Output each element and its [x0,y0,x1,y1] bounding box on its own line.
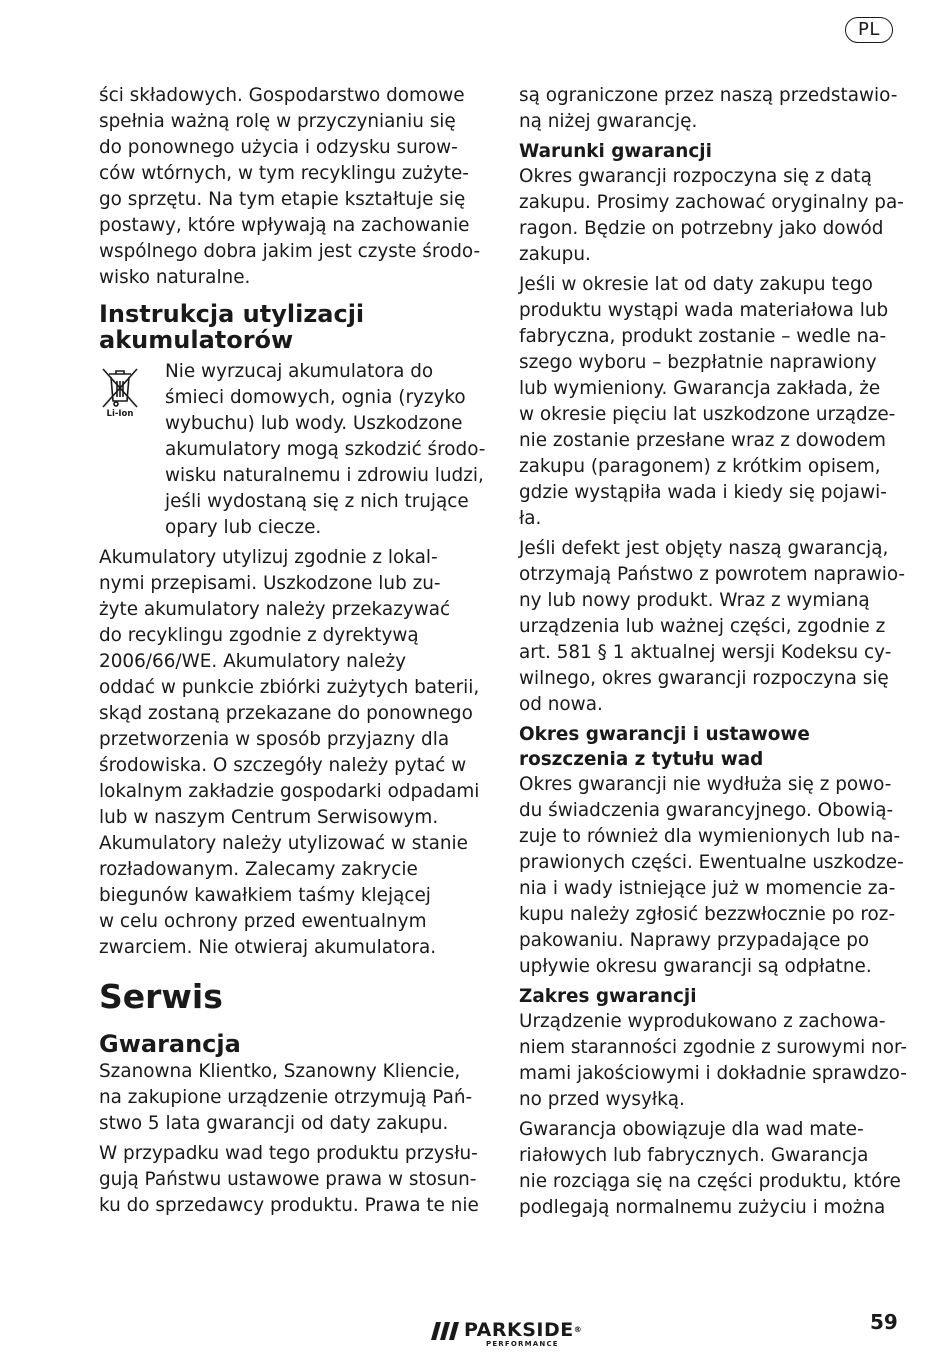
text-line: od nowa. [519,694,603,715]
text-line: ła. [519,508,542,529]
conditions-paragraph-1 [519,164,904,268]
text-line: prawionych części. Ewentualne uszkodze- [519,852,904,873]
text-line: pakowaniu. Naprawy przypadające po [519,930,870,951]
text-line: kupu należy zgłosić bezzwłocznie po roz- [519,904,896,925]
text-line: Akumulatory należy utylizować w stanie [99,833,468,854]
text-line: zakupu (paragonem) z krótkim opisem, [519,456,881,477]
text-line: nie zostanie przesłane wraz z dowodem [519,430,886,451]
logo-stripes-icon [430,1320,460,1344]
text-line: biegunów kawałkiem taśmy klejącej [99,885,431,906]
text-line: akumulatory mogą szkodzić środo- [165,439,486,460]
text-line: gdzie wystąpiła wada i kiedy się pojawi- [519,482,887,503]
battery-note-block [99,359,484,541]
text-line: Urządzenie wyprodukowano z zachowa- [519,1011,886,1032]
text-line: akumulatorów [99,326,294,354]
parkside-logo [430,1318,590,1354]
text-line: nia i wady istniejące już w momencie za- [519,878,896,899]
text-line: Akumulatory utylizuj zgodnie z lokal- [99,547,438,568]
warranty-paragraph-2 [99,1141,484,1219]
intro-paragraph [99,83,484,291]
text-line: zuje to również dla wymienionych lub na- [519,826,901,847]
period-paragraph [519,772,904,980]
text-line: żyte akumulatory należy przekazywać [99,599,451,620]
left-column [99,83,484,1223]
brand-name: PARKSIDE® [464,1319,583,1341]
text-line: mami jakościowymi i dokładnie sprawdzo- [519,1063,907,1084]
text-line: do recyklingu zgodnie z dyrektywą [99,625,419,646]
battery-heading [99,301,484,353]
text-line: nymi przepisami. Uszkodzone lub zu- [99,573,441,594]
text-line: oddać w punkcie zbiórki zużytych baterii, [99,677,480,698]
text-line: do ponownego użycia i odzysku surow- [99,137,458,158]
text-line: środowiska. O szczegóły należy pytać w [99,755,467,776]
text-line: ku do sprzedawcy produktu. Prawa te nie [99,1195,479,1216]
text-line: produktu wystąpi wada materiałowa lub [519,300,889,321]
text-line: spełnia ważną rolę w przyczynianiu się [99,111,456,132]
text-line: nie rozciąga się na części produktu, które [519,1171,901,1192]
warranty-intro-continued [519,83,904,135]
period-title [519,722,904,772]
conditions-title: Warunki gwarancji [519,141,712,162]
text-line: ragon. Będzie on potrzebny jako dowód [519,218,884,239]
text-line: szego wyboru – bezpłatnie naprawiony [519,352,877,373]
text-line: no przed wysyłką. [519,1089,685,1110]
text-line: urządzenia lub ważnej części, zgodnie z [519,616,886,637]
text-line: przetworzenia w sposób przyjazny dla [99,729,450,750]
text-line: riałowych lub fabrycznych. Gwarancja [519,1145,869,1166]
right-column [519,83,907,1225]
language-badge: PL [845,17,893,43]
crossed-out-bin-icon [99,359,165,541]
text-line: ści składowych. Gospodarstwo domowe [99,85,465,106]
text-line: opary lub ciecze. [165,517,322,538]
text-line: fabryczna, produkt zostanie – wedle na- [519,326,887,347]
text-line: wisko naturalne. [99,267,251,288]
text-line: Okres gwarancji rozpoczyna się z datą [519,166,872,187]
text-line: śmieci domowych, ognia (ryzyko [165,387,466,408]
warranty-title: Gwarancja [99,1030,241,1058]
text-line: roszczenia z tytułu wad [519,749,764,770]
text-line: zakupu. [519,244,591,265]
text-line: Jeśli defekt jest objęty naszą gwarancją, [519,538,889,559]
text-line: Okres gwarancji nie wydłuża się z powo- [519,774,892,795]
text-line: są ograniczone przez naszą przedstawio- [519,85,898,106]
text-line: ców wtórnych, w tym recyklingu zużyte- [99,163,469,184]
battery-note-text [165,359,485,541]
text-line: skąd zostaną przekazane do ponownego [99,703,473,724]
scope-paragraph-2 [519,1117,904,1221]
text-line: upływie okresu gwarancji są odpłatne. [519,956,872,977]
text-line: lub w naszym Centrum Serwisowym. [99,807,439,828]
brand-subtitle: PERFORMANCE [486,1340,559,1348]
warranty-paragraph-1 [99,1059,484,1137]
text-line: w okresie pięciu lat uszkodzone urządze- [519,404,896,425]
text-line: podlegają normalnemu zużyciu i można [519,1197,886,1218]
text-line: niem staranności zgodnie z surowymi nor- [519,1037,907,1058]
text-line: go sprzętu. Na tym etapie kształtuje się [99,189,466,210]
text-line: wspólnego dobra jakim jest czyste środo- [99,241,481,262]
text-line: jeśli wydostaną się z nich trujące [165,491,469,512]
scope-paragraph-1 [519,1009,907,1113]
text-line: ną niżej gwarancję. [519,111,698,132]
text-line: Szanowna Klientko, Szanowny Kliencie, [99,1061,461,1082]
conditions-paragraph-3 [519,536,904,718]
conditions-paragraph-2 [519,272,904,532]
text-line: zwarciem. Nie otwieraj akumulatora. [99,937,437,958]
text-line: lokalnym zakładzie gospodarki odpadami [99,781,480,802]
text-line: Gwarancja obowiązuje dla wad mate- [519,1119,864,1140]
text-line: art. 581 § 1 aktualnej wersji Kodeksu cy- [519,642,892,663]
li-ion-label: Li-Ion [106,409,134,417]
text-line: du świadczenia gwarancyjnego. Obowią- [519,800,894,821]
text-line: W przypadku wad tego produktu przysłu- [99,1143,478,1164]
text-line: Instrukcja utylizacji [99,300,365,328]
text-line: na zakupione urządzenie otrzymują Pań- [99,1087,473,1108]
text-line: Nie wyrzucaj akumulatora do [165,361,434,382]
scope-title: Zakres gwarancji [519,986,697,1007]
text-line: rozładowanym. Zalecamy zakrycie [99,859,418,880]
text-line: postawy, które wpływają na zachowanie [99,215,470,236]
page-number: 59 [870,1310,898,1334]
text-line: wybuchu) lub wody. Uszkodzone [165,413,463,434]
text-line: 2006/66/WE. Akumulatory należy [99,651,407,672]
text-line: wisku naturalnemu i zdrowiu ludzi, [165,465,484,486]
text-line: Jeśli w okresie lat od daty zakupu tego [519,274,873,295]
text-line: w celu ochrony przed ewentualnym [99,911,427,932]
text-line: zakupu. Prosimy zachować oryginalny pa- [519,192,904,213]
text-line: gują Państwu ustawowe prawa w stosun- [99,1169,477,1190]
text-line: wilnego, okres gwarancji rozpoczyna się [519,668,889,689]
service-title: Serwis [99,977,223,1016]
text-line: lub wymieniony. Gwarancja zakłada, że [519,378,881,399]
text-line: ny lub nowy produkt. Wraz z wymianą [519,590,870,611]
text-line: stwo 5 lata gwarancji od daty zakupu. [99,1113,449,1134]
battery-disposal-paragraph [99,545,484,961]
text-line: Okres gwarancji i ustawowe [519,724,810,745]
text-line: otrzymają Państwo z powrotem naprawio- [519,564,906,585]
